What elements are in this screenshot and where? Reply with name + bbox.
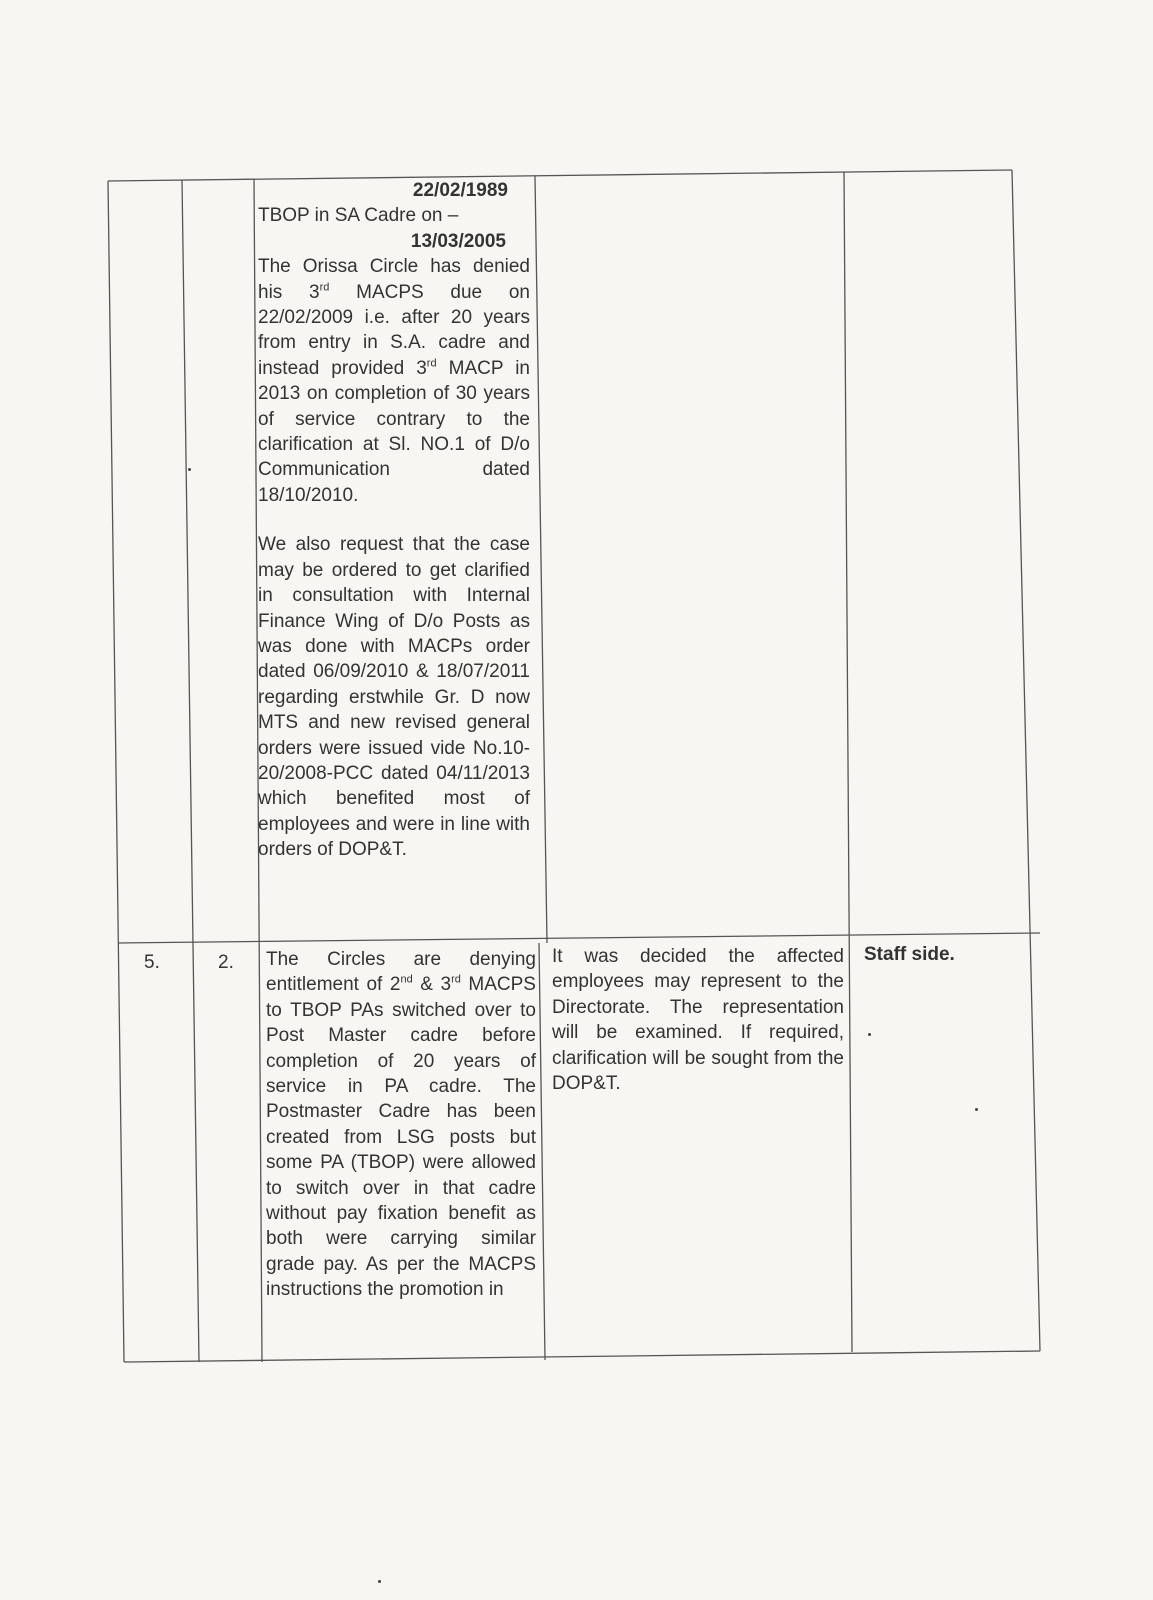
request-paragraph: We also request that the case may be ordered to get clarified in consultation with Internal Finance Wing of D/o Posts as was done with MACPs order dated 06/09/2010 & 18/07/2011 regarding erstwhile Gr. D now MTS and new revised general orders were issued vide No.10-20/2008-PCC dated 04/11/2013 which benefited most of employees and were in line with orders of DOP&T. xyxy=(258,534,530,861)
description-cell-row-5 xyxy=(266,947,536,1303)
item-number: 2. xyxy=(218,952,234,973)
scan-speck xyxy=(378,1580,381,1583)
serial-number: 5. xyxy=(144,952,160,973)
entry-date: 22/02/1989 xyxy=(412,180,508,201)
tbop-date: 13/03/2005 xyxy=(410,230,506,252)
scan-speck xyxy=(975,1108,978,1111)
action-by-cell-row-5: Staff side. xyxy=(864,944,955,965)
description-cell-continued xyxy=(258,178,530,863)
orissa-circle-paragraph: The Orissa Circle has denied his 3rd MACPS due on 22/02/2009 i.e. after 20 years from entry in S.A. cadre and instead provided 3rd MACP in 2013 on completion of 30 years of service contrary to the clarification at Sl. NO.1 of D/o Communication dated 18/10/2010. xyxy=(258,256,530,506)
tbop-label: TBOP in SA Cadre on – xyxy=(258,205,459,227)
scan-speck xyxy=(188,468,191,471)
decision-text: It was decided the affected employees may represent to the Directorate. The representation will be examined. If required, clarification will be sought from the DOP&T. xyxy=(552,946,844,1095)
decision-cell-row-5 xyxy=(552,944,844,1096)
circles-denying-paragraph: The Circles are denying entitlement of 2nd & 3rd MACPS to TBOP PAs switched over to Post Master cadre before completion of 20 years of service in PA cadre. The Postmaster Cadre has been created from LSG posts but some PA (TBOP) were allowed to switch over in that cadre without pay fixation benefit as both were carrying similar grade pay. As per the MACPS instructions the promotion in xyxy=(266,949,536,1301)
scan-speck xyxy=(868,1033,871,1036)
